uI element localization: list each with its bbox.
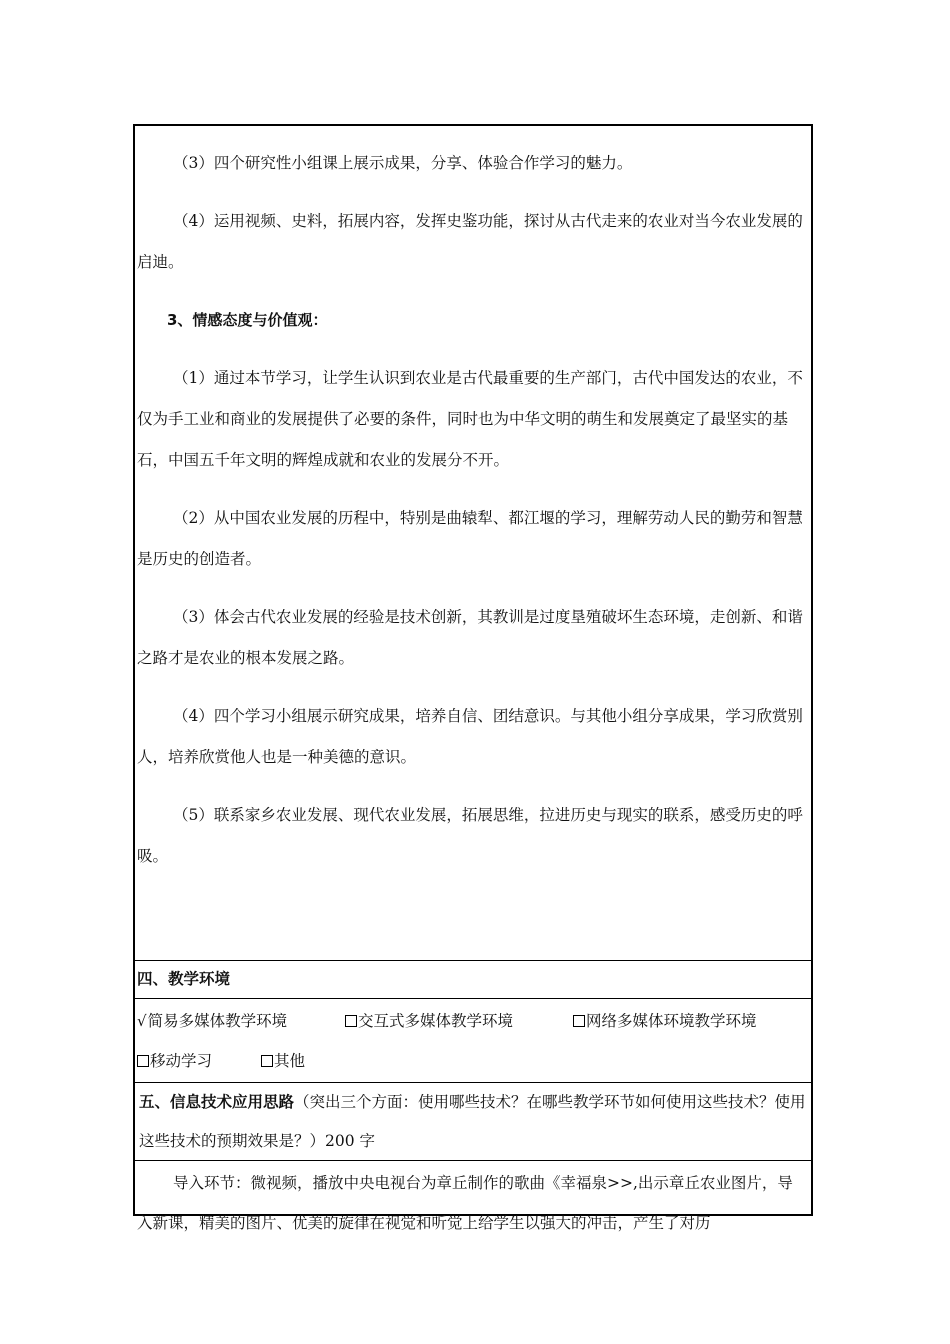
values-item-4: （4）四个学习小组展示研究成果，培养自信、团结意识。与其他小组分享成果，学习欣赏别人，培养欣赏他人也是一种美德的意识。 [137,707,803,766]
it-application-heading [137,1083,811,1161]
checkbox-icon [573,1015,585,1027]
env-option-simple-label: 简易多媒体教学环境 [147,1012,288,1030]
values-item-3: （3）体会古代农业发展的经验是技术创新，其教训是过度垦殖破坏生态环境，走创新、和谐之路才是农业的根本发展之路。 [137,608,803,667]
it-application-note: （突出三个方面：使用哪些技术？在哪些教学环节如何使用这些技术？使用这些技术的预期效果是？）200 字 [139,1093,806,1150]
values-item-1: （1）通过本节学习，让学生认识到农业是古代最重要的生产部门，古代中国发达的农业，不仅为手工业和商业的发展提供了必要的条件，同时也为中华文明的萌生和发展奠定了最坚实的基石，中国五千年文明的辉煌成就和农业的发展分不开。 [137,369,803,469]
env-option-interactive-label: 交互式多媒体教学环境 [358,1012,514,1030]
env-option-mobile-label: 移动学习 [150,1052,213,1070]
values-heading: 3、情感态度与价值观： [167,311,328,329]
values-item-5: （5）联系家乡农业发展、现代农业发展，拓展思维，拉进历史与现实的联系，感受历史的呼吸。 [137,806,803,865]
env-option-network[interactable] [573,1001,757,1041]
checkmark-icon: √ [137,1012,147,1030]
env-option-network-label: 网络多媒体环境教学环境 [586,1012,757,1030]
process-method-item-3: （3）四个研究性小组课上展示成果，分享、体验合作学习的魅力。 [173,154,633,172]
environment-options-row-2 [137,1041,809,1081]
checkbox-icon [261,1055,273,1067]
intro-text: 导入环节：微视频，播放中央电视台为章丘制作的歌曲《幸福泉>>,出示章丘农业图片，导入新课，精美的图片、优美的旋律在视觉和听觉上给学生以强大的冲击，产生了对历 [137,1174,793,1232]
environment-title: 四、教学环境 [135,961,811,999]
env-option-interactive[interactable] [345,1001,573,1041]
environment-options [135,999,811,1083]
env-option-mobile[interactable] [137,1041,261,1081]
env-option-other-label: 其他 [274,1052,306,1070]
checkbox-icon [137,1055,149,1067]
process-method-item-4: （4）运用视频、史料，拓展内容，发挥史鉴功能，探讨从古代走来的农业对当今农业发展的启迪。 [137,212,803,271]
it-application-cell [135,1083,811,1161]
environment-options-row-1 [137,1001,809,1041]
it-application-title: 五、信息技术应用思路 [139,1093,295,1111]
intro-cell [135,1163,811,1243]
env-option-simple[interactable] [137,1001,345,1041]
values-item-2: （2）从中国农业发展的历程中，特别是曲辕犁、都江堰的学习，理解劳动人民的勤劳和智慧是历史的创造者。 [137,509,803,568]
checkbox-icon [345,1015,357,1027]
env-option-other[interactable] [261,1041,305,1081]
objectives-cell [135,143,811,961]
lesson-plan-table [133,124,813,1232]
